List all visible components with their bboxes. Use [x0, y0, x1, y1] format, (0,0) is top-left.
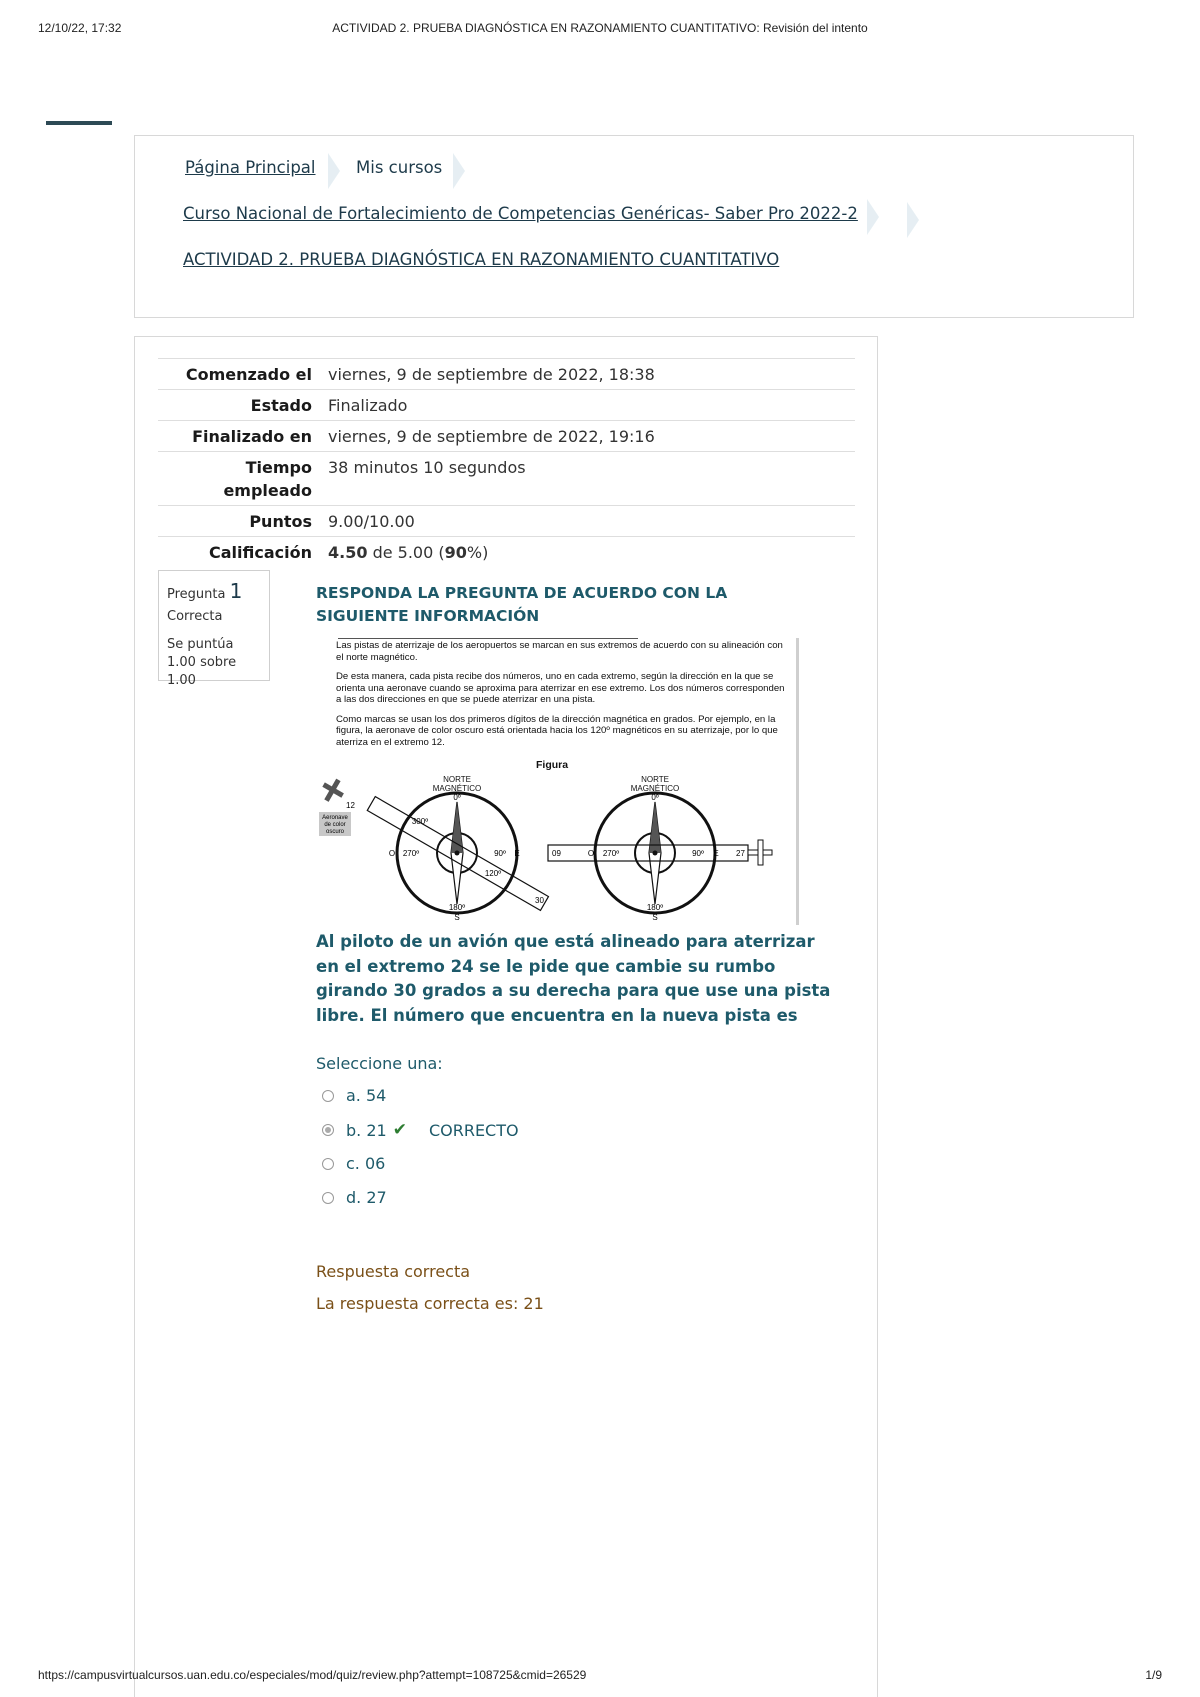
degree-label: 0º — [651, 793, 659, 802]
question-heading: RESPONDA LA PREGUNTA DE ACUERDO CON LA SIGUIENTE INFORMACIÓN — [316, 584, 728, 625]
grade-end: %) — [466, 543, 489, 562]
light-aircraft-icon — [748, 840, 772, 865]
question-text: Al piloto de un avión que está alineado para aterrizar en el extremo 24 se le pide que cambie su rumbo girando 30 grados a su derecha para que use una pista libre. El número que encuentra en la nueva pista es — [316, 932, 831, 1025]
summary-label: Calificación — [209, 543, 312, 562]
right-answer: La respuesta correcta es: 21 — [316, 1294, 544, 1313]
grade-percent: 90 — [444, 543, 467, 562]
breadcrumb-home-link[interactable]: Página Principal — [185, 158, 316, 177]
breadcrumb-activity-link[interactable]: ACTIVIDAD 2. PRUEBA DIAGNÓSTICA EN RAZONAMIENTO CUANTITATIVO — [183, 250, 780, 269]
direction-label: S — [652, 913, 658, 922]
breadcrumb-home[interactable] — [185, 158, 316, 177]
print-header — [0, 0, 1200, 40]
degree-label: 90º — [692, 849, 704, 858]
figure-paragraph: Como marcas se usan los dos primeros dígitos de la dirección magnética en grados. Por ejemplo, en la figura, la aeronave de color oscuro está orientada hacia los 120º magnéticos en su aterrizaje, por lo que aterriza en el extremo 12. — [336, 713, 778, 748]
question-marks: Se puntúa 1.00 sobre 1.00 — [167, 637, 237, 688]
breadcrumb-separator-icon — [453, 153, 465, 189]
summary-row-points — [158, 505, 855, 536]
right-compass — [548, 775, 772, 922]
north-label: MAGNÉTICO — [630, 784, 680, 793]
degree-label: 0º — [453, 793, 461, 802]
summary-row-started — [158, 358, 855, 389]
dark-aircraft-icon — [318, 775, 348, 807]
summary-label: Tiempo empleado — [223, 458, 312, 500]
summary-value: viernes, 9 de septiembre de 2022, 18:38 — [328, 365, 655, 384]
degree-label: 180º — [646, 903, 664, 912]
breadcrumb-activity[interactable] — [183, 250, 779, 269]
radio-button[interactable] — [322, 1158, 334, 1170]
summary-value: Finalizado — [328, 396, 408, 415]
north-label: NORTE — [443, 775, 471, 784]
degree-label: 270º — [402, 849, 420, 858]
degree-label: 120º — [484, 869, 502, 878]
feedback-correct: Respuesta correcta — [316, 1262, 471, 1281]
grade-of: de 5.00 ( — [372, 543, 445, 562]
runway-number: 12 — [346, 801, 355, 810]
summary-row-time — [158, 451, 855, 505]
breadcrumb-course[interactable] — [183, 204, 858, 223]
summary-label: Estado — [250, 396, 312, 415]
aircraft-label: de color — [324, 822, 346, 828]
summary-label: Finalizado en — [192, 427, 312, 446]
question-number — [167, 579, 261, 603]
option-label: a. 54 — [346, 1086, 387, 1105]
breadcrumb-separator-icon — [328, 153, 340, 189]
compass-needle-north — [451, 802, 463, 853]
question-number-value: 1 — [229, 579, 243, 603]
direction-label: E — [713, 849, 719, 858]
summary-row-grade — [158, 536, 855, 567]
option-label: c. 06 — [346, 1154, 386, 1173]
degree-label: 270º — [602, 849, 620, 858]
question-prefix: Pregunta — [167, 587, 226, 602]
question-figure — [318, 638, 799, 925]
print-datetime: 12/10/22, 17:32 — [38, 21, 122, 35]
runway-number: 09 — [552, 849, 561, 858]
select-one-label: Seleccione una: — [316, 1054, 443, 1073]
option-label: b. 21 — [346, 1120, 387, 1140]
degree-label: 300º — [411, 817, 429, 826]
answer-option-d[interactable] — [322, 1188, 387, 1207]
summary-label: Comenzado el — [185, 365, 312, 384]
aircraft-label: oscuro — [325, 829, 345, 835]
answer-option-a[interactable] — [322, 1086, 386, 1105]
breadcrumb-separator-icon — [867, 199, 879, 235]
print-title: ACTIVIDAD 2. PRUEBA DIAGNÓSTICA EN RAZONAMIENTO CUANTITATIVO: Revisión del intento — [332, 21, 868, 35]
question-info — [158, 570, 270, 688]
radio-button[interactable] — [322, 1192, 334, 1204]
breadcrumb-separator-icon — [907, 202, 919, 238]
figure-paragraph: Las pistas de aterrizaje de los aeropuertos se marcan en sus extremos de acuerdo con su alineación con el norte magnético. — [336, 640, 783, 663]
summary-row-state — [158, 389, 855, 420]
grade-score: 4.50 — [328, 543, 368, 562]
question-state: Correcta — [167, 609, 223, 624]
summary-value: viernes, 9 de septiembre de 2022, 19:16 — [328, 427, 655, 446]
runway-compass-diagram — [318, 638, 796, 925]
figure-paragraph: De esta manera, cada pista recibe dos números, uno en cada extremo, según la dirección en la que se orienta una aeronave cuando se aproxima para aterrizar en ese extremo. Los dos números corresponden a las dos direcciones en que se puede aterrizar en una pista. — [336, 671, 785, 705]
compass-center — [653, 851, 658, 856]
left-compass — [318, 775, 548, 922]
answer-option-c[interactable] — [322, 1154, 385, 1173]
north-label: MAGNÉTICO — [432, 784, 482, 793]
breadcrumb-course-link[interactable]: Curso Nacional de Fortalecimiento de Competencias Genéricas- Saber Pro 2022-2 — [183, 204, 858, 223]
direction-label: E — [514, 849, 520, 858]
direction-label: S — [454, 913, 460, 922]
runway-number: 27 — [736, 849, 745, 858]
breadcrumb — [134, 135, 1134, 318]
summary-value: 38 minutos 10 segundos — [328, 458, 526, 477]
radio-button-selected[interactable] — [322, 1124, 334, 1136]
attempt-summary — [158, 358, 855, 567]
nav-accent-bar — [46, 121, 112, 125]
degree-label: 180º — [448, 903, 466, 912]
aircraft-label: Aeronave — [322, 815, 348, 821]
summary-value — [312, 537, 488, 567]
print-url: https://campusvirtualcursos.uan.edu.co/especiales/mod/quiz/review.php?attempt=108725&cmid=26529 — [38, 1668, 587, 1682]
north-label: NORTE — [641, 775, 669, 784]
direction-label: O — [388, 849, 396, 858]
answer-option-b[interactable] — [322, 1120, 519, 1140]
checkmark-icon: ✔ — [392, 1120, 407, 1140]
breadcrumb-my-courses[interactable]: Mis cursos — [356, 158, 443, 177]
option-label: d. 27 — [346, 1188, 387, 1207]
runway-number: 30 — [535, 896, 544, 905]
summary-label: Puntos — [249, 512, 312, 531]
compass-center — [455, 851, 460, 856]
figure-caption: Figura — [536, 759, 569, 771]
degree-label: 90º — [494, 849, 506, 858]
radio-button[interactable] — [322, 1090, 334, 1102]
direction-label: O — [587, 849, 595, 858]
summary-row-finished — [158, 420, 855, 451]
correct-flag: CORRECTO — [428, 1120, 519, 1140]
summary-value: 9.00/10.00 — [328, 512, 415, 531]
print-page-number: 1/9 — [1145, 1668, 1162, 1682]
